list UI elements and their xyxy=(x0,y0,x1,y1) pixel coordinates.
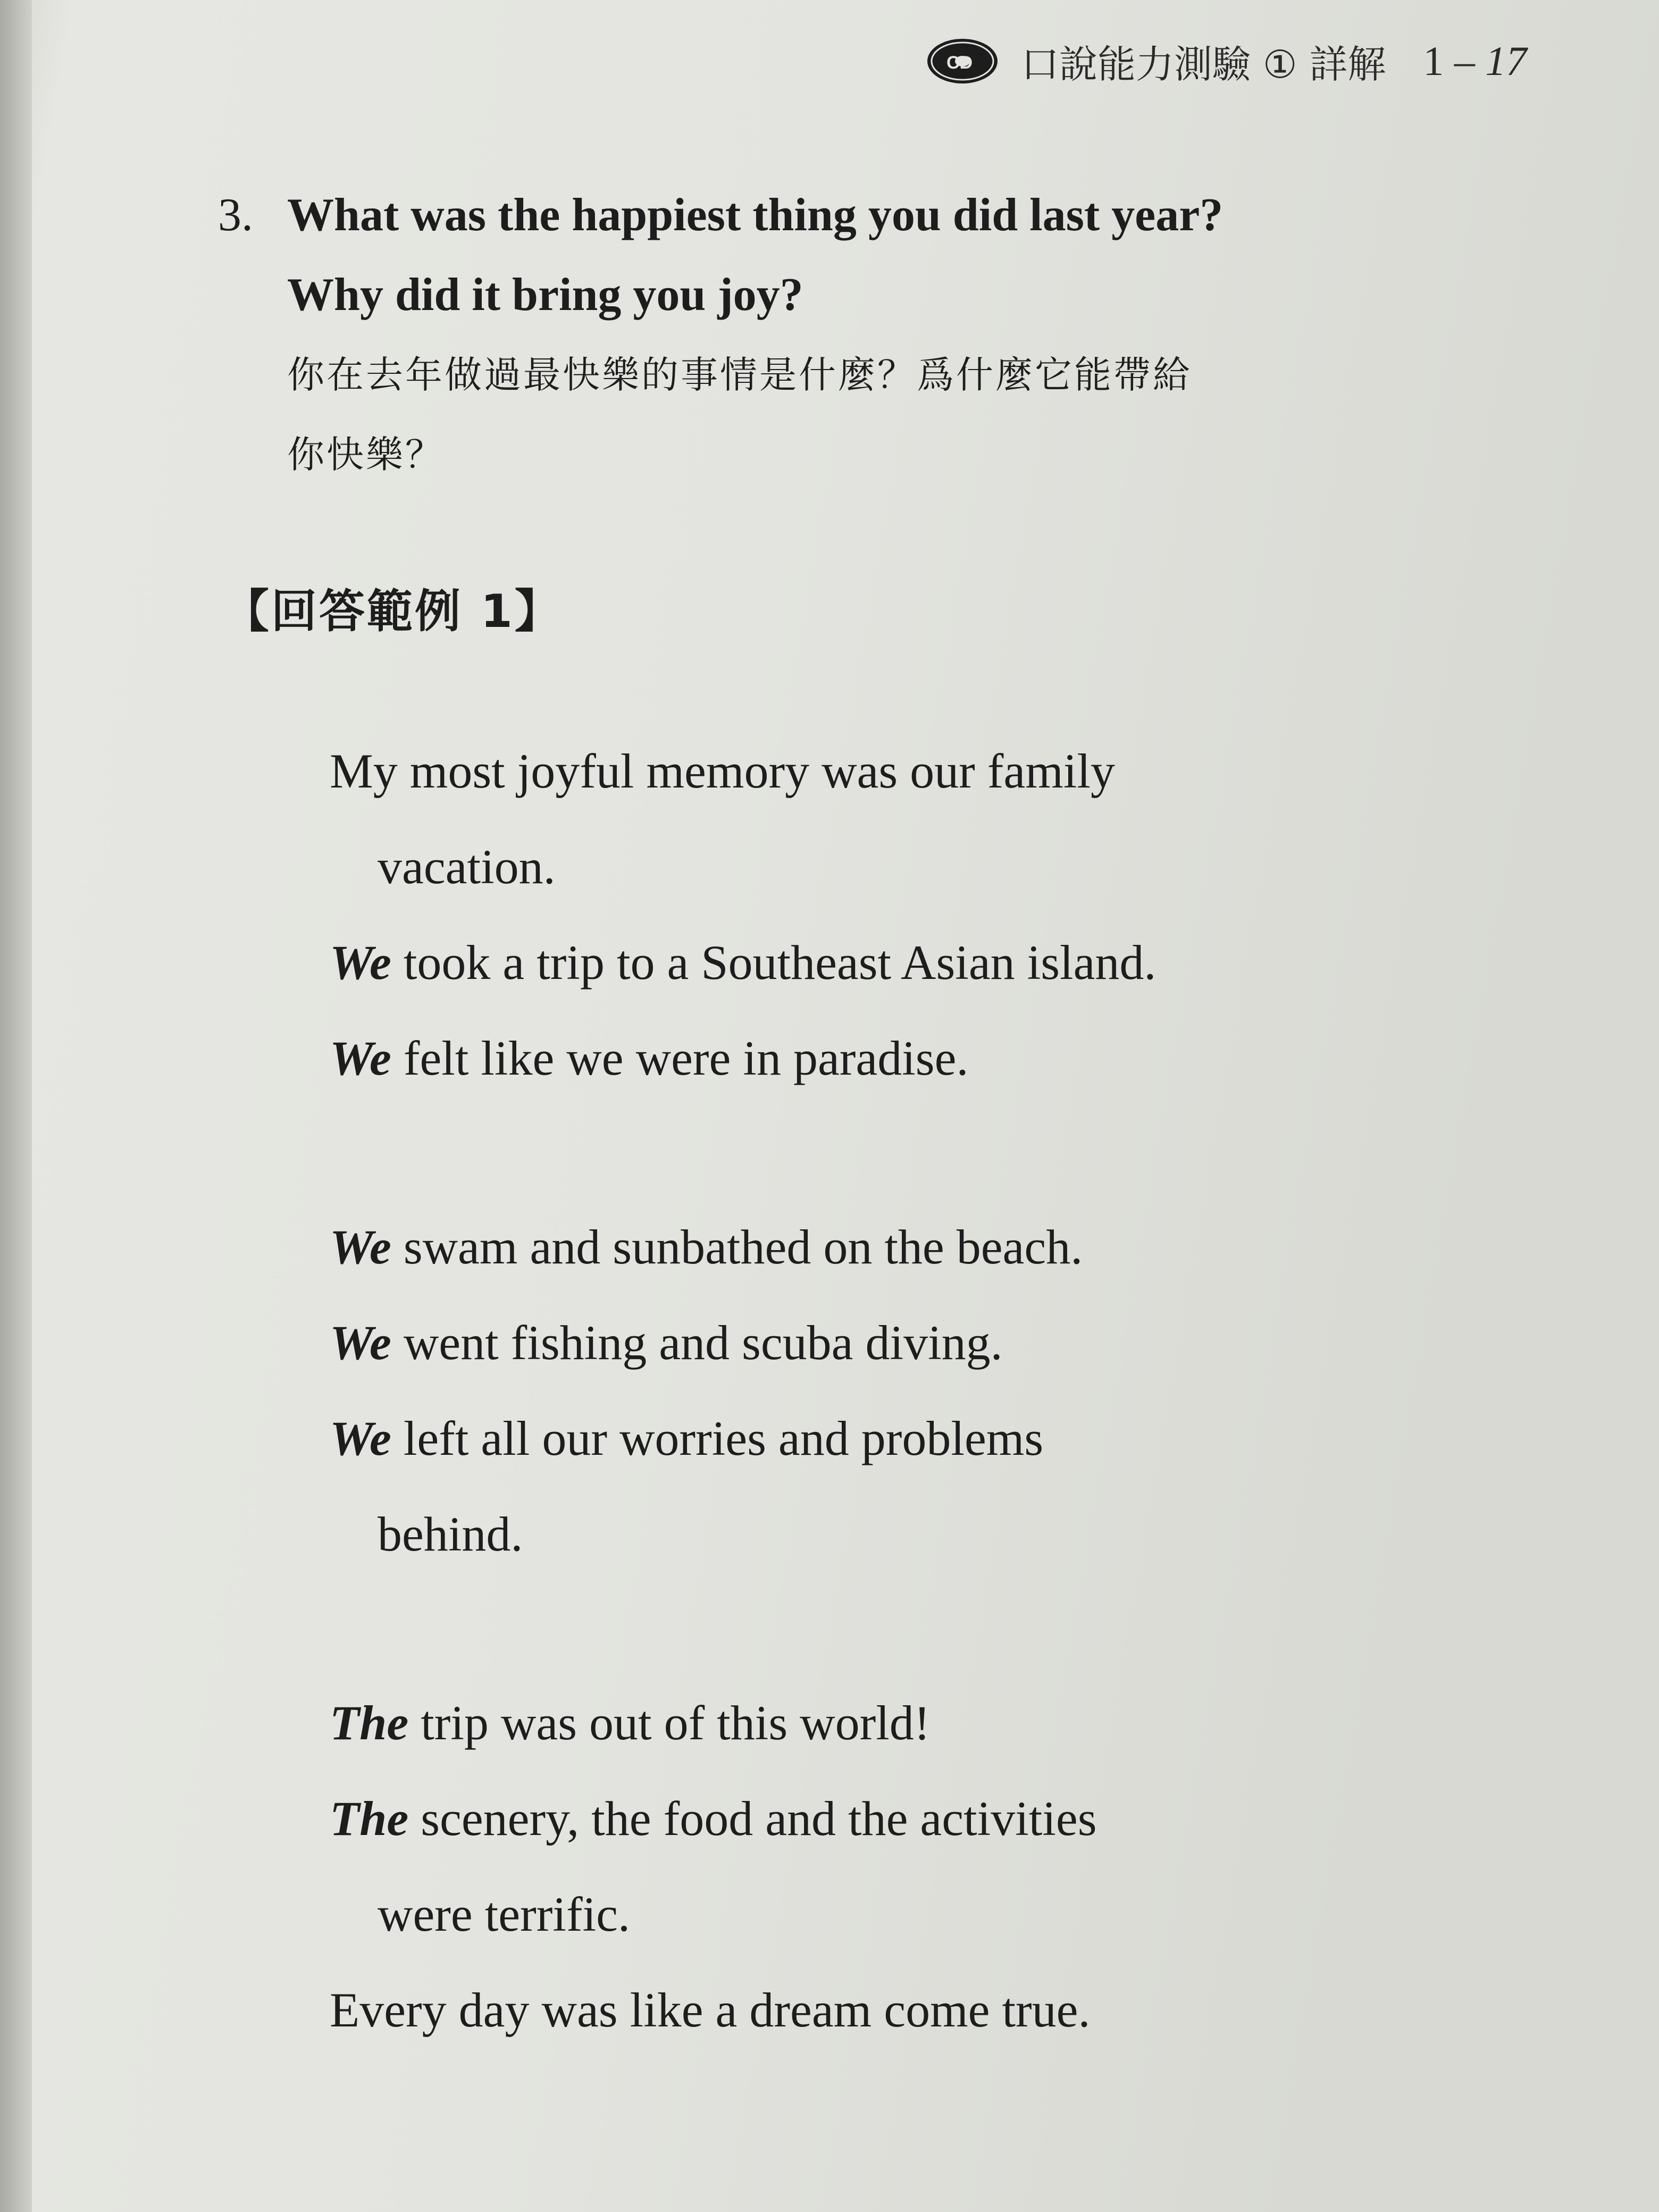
page-number: 1 – 17 xyxy=(1423,38,1527,84)
question-number: 3. xyxy=(218,189,253,241)
answer-paragraph-1 xyxy=(330,723,1393,1106)
paragraph-gap xyxy=(330,1582,1393,1675)
question-block xyxy=(218,175,1388,495)
answer-line: The trip was out of this world! xyxy=(330,1696,931,1750)
question-translation-2: 你快樂？ xyxy=(287,433,445,476)
answer-line: We left all our worries and problems xyxy=(330,1411,1044,1465)
answer-line: We went fishing and scuba diving. xyxy=(330,1316,1003,1370)
answer-line: My most joyful memory was our family xyxy=(330,744,1115,798)
answer-block xyxy=(330,723,1393,2058)
answer-paragraph-2 xyxy=(330,1199,1393,1582)
answer-line: The scenery, the food and the activities xyxy=(330,1791,1097,1846)
cd-icon xyxy=(925,35,1000,88)
answer-line: behind. xyxy=(378,1507,523,1561)
book-title: 口說能力測驗 ① 詳解 xyxy=(1021,42,1386,87)
question-line-1 xyxy=(218,175,1388,255)
answer-line: Every day was like a dream come true. xyxy=(330,1983,1091,2037)
answer-line: We swam and sunbathed on the beach. xyxy=(330,1220,1083,1274)
example-heading: 【回答範例 1】 xyxy=(223,585,563,638)
question-text-2: Why did it bring you joy? xyxy=(287,269,803,321)
answer-line: were terrific. xyxy=(378,1887,631,1941)
book-spine xyxy=(0,0,32,2212)
paragraph-gap xyxy=(330,1106,1393,1199)
question-translation-1: 你在去年做過最快樂的事情是什麼？爲什麼它能帶給 xyxy=(287,353,1192,397)
answer-line: vacation. xyxy=(378,840,556,894)
question-text-1: What was the happiest thing you did last year? xyxy=(287,189,1224,241)
answer-line: We felt like we were in paradise. xyxy=(330,1031,969,1085)
answer-line: We took a trip to a Southeast Asian island. xyxy=(330,935,1157,990)
answer-paragraph-3 xyxy=(330,1675,1393,2058)
page-header xyxy=(925,21,1527,101)
svg-text:CD: CD xyxy=(946,53,973,73)
